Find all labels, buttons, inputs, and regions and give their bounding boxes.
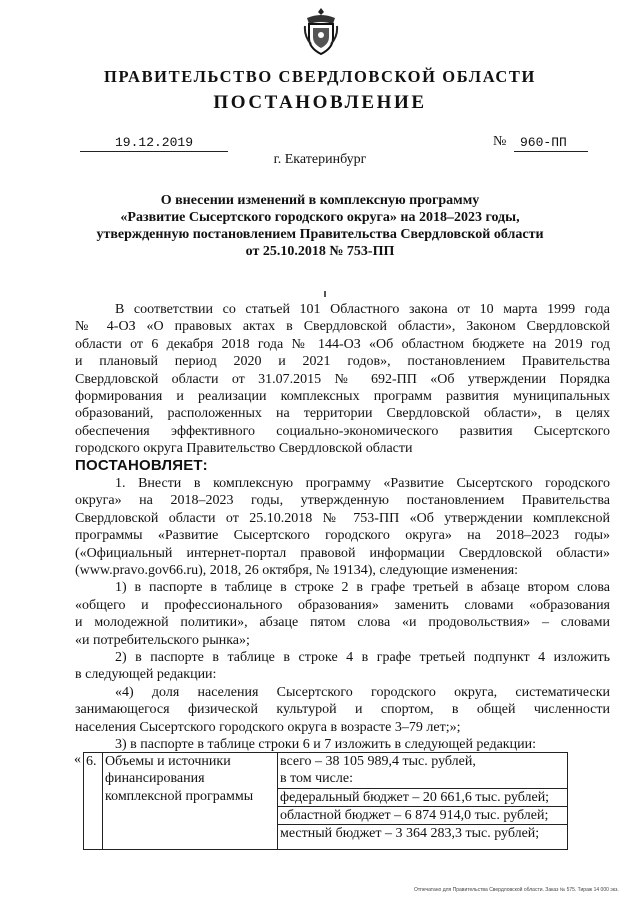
text-line: 1) в паспорте в таблице в строке 2 в графе третьей в абзаце втором слова [115, 580, 610, 596]
value-line: федеральный бюджет – 20 661,6 тыс. рублей; [278, 789, 567, 807]
text-line: (www.pravo.gov66.ru), 2018, 26 октября, № 19134), следующие изменения: [75, 563, 519, 579]
label-line: финансирования [105, 771, 205, 787]
text-line: «и потребительского рынка»; [75, 632, 250, 648]
text-line: формирования и реализации комплексных программ развития муниципальных [75, 389, 610, 405]
value-line: областной бюджет – 6 874 914,0 тыс. рублей; [278, 807, 567, 825]
text-line: Свердловской области от 31.07.2015 № 692-ПП «Об утверждении Порядка [75, 371, 610, 387]
row-values [278, 753, 568, 850]
text-line: занимающегося физической культурой и спортом, в общей численности [75, 702, 610, 718]
government-title: ПРАВИТЕЛЬСТВО СВЕРДЛОВСКОЙ ОБЛАСТИ [104, 67, 536, 86]
heading-line: утвержденную постановлением Правительства Свердловской области [96, 227, 544, 242]
row-label [103, 753, 278, 850]
text-line: в следующей редакции: [75, 667, 217, 683]
text-line: 1. Внести в комплексную программу «Развитие Сысертского городского [115, 476, 610, 491]
text-line: № 4-ОЗ «О правовых актах в Свердловской области», Законом Свердловской [75, 319, 610, 335]
text-line: 2) в паспорте в таблице в строке 4 в графе третьей подпункт 4 изложить [115, 650, 610, 666]
label-line: комплексной программы [105, 788, 254, 804]
text-line: программы «Развитие Сысертского городского округа» на 2018–2023 годы» [75, 528, 610, 544]
text-line: («Официальный интернет-портал правовой информации Свердловской области» [75, 545, 610, 561]
value-line: всего – 38 105 989,4 тыс. рублей, [280, 754, 476, 769]
text-line: и плановый период 2020 и 2021 годов», постановлением Правительства [75, 354, 610, 370]
document-date: 19.12.2019 [80, 135, 228, 152]
heading-line: О внесении изменений в комплексную программу [160, 193, 480, 208]
heading-line: «Развитие Сысертского городского округа» на 2018–2023 годы, [120, 210, 520, 225]
document-heading [60, 192, 580, 260]
coat-of-arms-icon [303, 6, 339, 56]
text-line: В соответствии со статьей 101 Областного закона от 10 марта 1999 года [115, 302, 610, 317]
text-line: Свердловской области от 25.10.2018 № 753-ПП «Об утверждении комплексной [75, 510, 610, 526]
text-line: «общего и профессионального образования» заменить словами «образования [75, 597, 610, 613]
text-line: округа» на 2018–2023 годы, утвержденную постановлением Правительства [75, 493, 610, 509]
heading-line: от 25.10.2018 № 753-ПП [245, 244, 395, 259]
number-label: № [493, 134, 507, 149]
resolves-heading: ПОСТАНОВЛЯЕТ: [75, 457, 208, 474]
city: г. Екатеринбург [273, 152, 367, 167]
divider-mark [324, 291, 326, 297]
row-number: 6. [84, 753, 103, 850]
text-line: населения Сысертского городского округа в возрасте 3–79 лет;»; [75, 719, 461, 735]
document-type: ПОСТАНОВЛЕНИЕ [213, 92, 427, 113]
preamble [75, 301, 610, 458]
value-line: местный бюджет – 3 364 283,3 тыс. рублей; [280, 826, 540, 842]
print-footer: Отпечатано для Правительства Свердловской области. Заказ № 575. Тираж 14 000 экз. [414, 887, 619, 893]
value-line: в том числе: [278, 770, 567, 788]
text-line: городского округа Правительство Свердловской области [75, 441, 413, 457]
text-line: образований, расположенных на территории Свердловской области», в целях [75, 406, 610, 422]
table-row [84, 753, 568, 850]
text-line: и молодежной политики», абзаце пятом слова «и продовольствия» – словами [75, 615, 610, 631]
text-line: области от 6 декабря 2018 года № 144-ОЗ «Об областном бюджете на 2019 год [75, 336, 610, 352]
label-line: Объемы и источники [105, 754, 231, 769]
text-line: обеспечения эффективного социально-экономического развития Сысертского [75, 423, 610, 439]
text-line: «4) доля населения Сысертского городского округа, систематически [115, 684, 610, 700]
passport-table [83, 752, 568, 850]
body-text [75, 475, 610, 754]
open-quote: « [74, 752, 81, 767]
document-number: 960-ПП [514, 135, 588, 152]
text-line: 3) в паспорте в таблице строки 6 и 7 изложить в следующей редакции: [115, 737, 536, 753]
